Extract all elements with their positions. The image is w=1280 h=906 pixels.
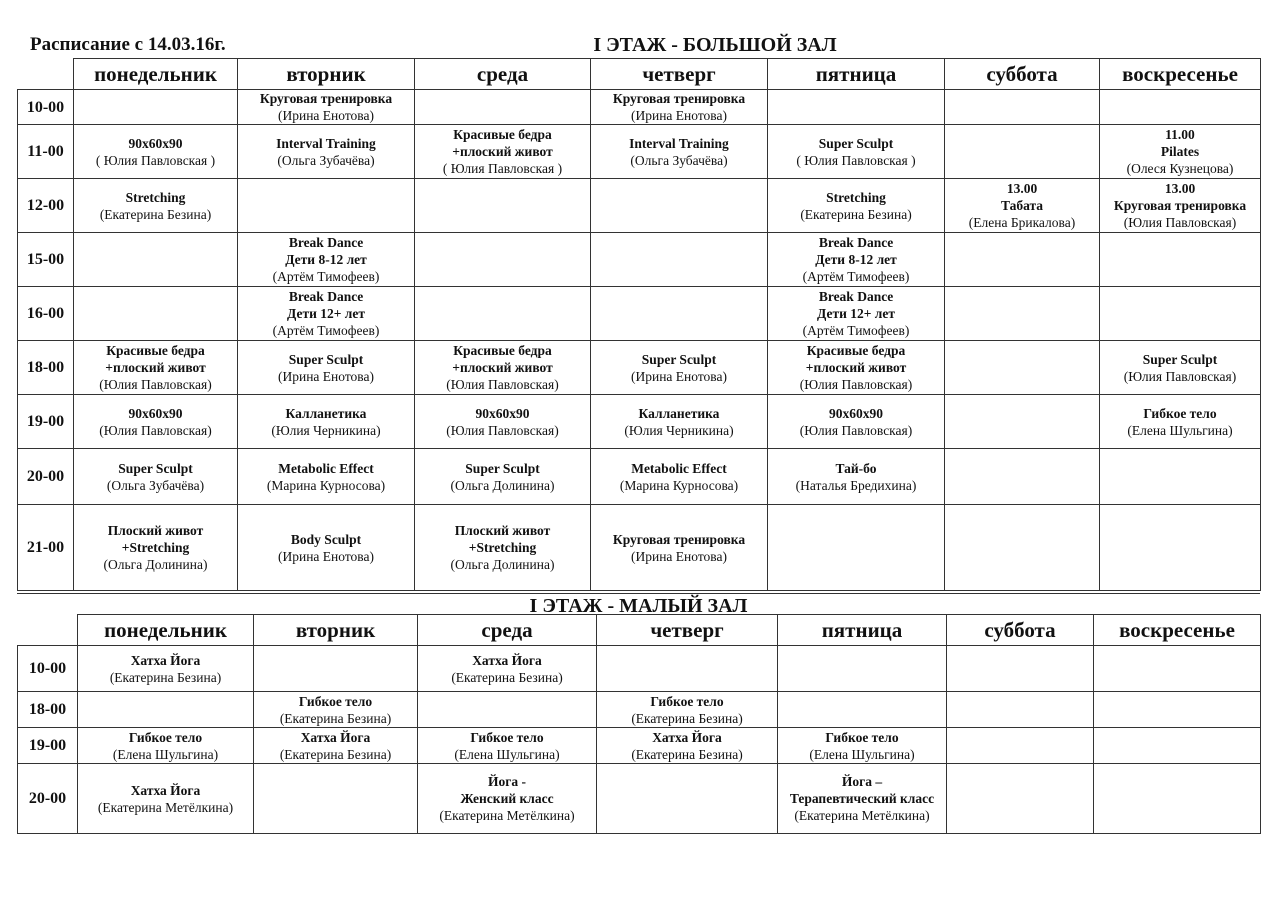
big-hall-table bbox=[17, 58, 1261, 591]
schedule-row bbox=[18, 764, 1261, 834]
class-cell bbox=[254, 728, 418, 764]
class-subtitle: Дети 8-12 лет bbox=[285, 252, 367, 267]
class-cell bbox=[597, 692, 778, 728]
day-header: среда bbox=[418, 615, 597, 646]
class-trainer: (Юлия Павловская) bbox=[1123, 368, 1237, 384]
class-cell bbox=[768, 287, 945, 341]
day-header: четверг bbox=[591, 59, 768, 90]
class-trainer: (Елена Брикалова) bbox=[968, 215, 1076, 230]
class-trainer: (Наталья Бредихина) bbox=[795, 477, 917, 493]
big-hall-day-header bbox=[18, 59, 1261, 90]
class-cell bbox=[78, 646, 254, 692]
class-title: Калланетика bbox=[285, 405, 367, 421]
class-title: 13.00 bbox=[1164, 181, 1196, 196]
class-title: Круговая тренировка bbox=[612, 531, 746, 547]
class-cell bbox=[945, 233, 1100, 287]
class-title: Хатха Йога bbox=[300, 729, 371, 745]
class-cell bbox=[1100, 395, 1261, 449]
class-cell bbox=[74, 125, 238, 179]
class-title: Interval Training bbox=[276, 135, 376, 151]
class-cell bbox=[945, 341, 1100, 395]
class-trainer: (Ольга Долинина) bbox=[450, 477, 555, 493]
class-cell bbox=[78, 692, 254, 728]
class-cell bbox=[778, 764, 947, 834]
class-trainer: (Юлия Павловская) bbox=[99, 422, 212, 438]
class-cell bbox=[238, 449, 415, 505]
class-title: Stretching bbox=[125, 189, 186, 205]
class-trainer: ( Юлия Павловская ) bbox=[442, 161, 563, 176]
class-subtitle: +плоский живот bbox=[452, 144, 553, 159]
class-trainer: (Екатерина Безина) bbox=[631, 710, 743, 726]
time-cell: 18-00 bbox=[18, 692, 78, 728]
class-title: Хатха Йога bbox=[130, 652, 201, 668]
class-cell bbox=[415, 449, 591, 505]
class-trainer: (Ольга Зубачёва) bbox=[277, 152, 375, 168]
class-title: Super Sculpt bbox=[818, 135, 894, 151]
day-header: вторник bbox=[238, 59, 415, 90]
class-cell bbox=[1094, 728, 1261, 764]
schedule-row bbox=[18, 692, 1261, 728]
class-trainer: (Марина Курносова) bbox=[266, 477, 386, 493]
time-cell: 19-00 bbox=[18, 395, 74, 449]
class-cell bbox=[1100, 287, 1261, 341]
class-cell bbox=[238, 179, 415, 233]
class-cell bbox=[74, 505, 238, 591]
class-subtitle: Дети 12+ лет bbox=[287, 306, 365, 321]
class-cell bbox=[415, 395, 591, 449]
class-trainer: (Юлия Павловская) bbox=[1123, 215, 1237, 230]
class-cell bbox=[78, 764, 254, 834]
class-trainer: (Елена Шульгина) bbox=[454, 746, 560, 762]
time-cell: 10-00 bbox=[18, 90, 74, 125]
day-header: суббота bbox=[945, 59, 1100, 90]
class-cell bbox=[945, 179, 1100, 233]
class-title: 13.00 bbox=[1006, 181, 1038, 196]
class-title: 90х60х90 bbox=[829, 405, 883, 421]
class-trainer: (Юлия Павловская) bbox=[99, 377, 212, 392]
day-header: среда bbox=[415, 59, 591, 90]
class-cell bbox=[254, 646, 418, 692]
class-cell bbox=[418, 728, 597, 764]
class-trainer: (Екатерина Безина) bbox=[800, 206, 912, 222]
class-cell bbox=[1100, 449, 1261, 505]
class-title: 90х60х90 bbox=[475, 405, 530, 421]
day-header: понедельник bbox=[74, 59, 238, 90]
class-title: Interval Training bbox=[629, 135, 729, 151]
class-cell bbox=[238, 505, 415, 591]
class-title: Metabolic Effect bbox=[278, 460, 374, 476]
class-trainer: (Ирина Енотова) bbox=[277, 108, 374, 123]
time-cell: 10-00 bbox=[18, 646, 78, 692]
class-cell bbox=[415, 233, 591, 287]
class-cell bbox=[238, 287, 415, 341]
time-column-header bbox=[18, 59, 74, 90]
class-title: Красивые бедра bbox=[806, 343, 906, 358]
class-title: Плоский живот bbox=[454, 523, 551, 538]
day-header: пятница bbox=[768, 59, 945, 90]
class-title: Stretching bbox=[826, 189, 886, 205]
day-header: пятница bbox=[778, 615, 947, 646]
day-header: суббота bbox=[947, 615, 1094, 646]
class-title: Красивые бедра bbox=[106, 343, 205, 358]
class-title: Йога – bbox=[841, 774, 883, 789]
class-cell bbox=[238, 90, 415, 125]
class-title: Калланетика bbox=[638, 405, 720, 421]
class-cell bbox=[591, 125, 768, 179]
class-cell bbox=[768, 125, 945, 179]
class-title: Плоский живот bbox=[107, 523, 204, 538]
time-column-header bbox=[18, 615, 78, 646]
class-cell bbox=[74, 287, 238, 341]
class-cell bbox=[591, 90, 768, 125]
class-cell bbox=[591, 505, 768, 591]
class-trainer: (Юлия Павловская) bbox=[799, 422, 913, 438]
time-cell: 16-00 bbox=[18, 287, 74, 341]
class-cell bbox=[768, 90, 945, 125]
class-trainer: (Артём Тимофеев) bbox=[802, 269, 910, 284]
class-subtitle: Терапевтический класс bbox=[789, 791, 935, 806]
class-cell bbox=[415, 179, 591, 233]
class-trainer: (Елена Шульгина) bbox=[112, 746, 219, 762]
class-title: Break Dance bbox=[288, 235, 364, 250]
small-hall-title: I ЭТАЖ - МАЛЫЙ ЗАЛ bbox=[17, 593, 1260, 618]
class-trainer: (Екатерина Безина) bbox=[451, 669, 563, 685]
class-cell bbox=[768, 505, 945, 591]
time-cell: 21-00 bbox=[18, 505, 74, 591]
class-title: Круговая тренировка bbox=[612, 91, 746, 106]
class-trainer: (Екатерина Метёлкина) bbox=[794, 808, 930, 823]
class-cell bbox=[591, 449, 768, 505]
class-title: Super Sculpt bbox=[465, 460, 540, 476]
class-cell bbox=[238, 233, 415, 287]
class-title: Хатха Йога bbox=[472, 652, 542, 668]
class-trainer: (Елена Шульгина) bbox=[1127, 422, 1233, 438]
class-cell bbox=[418, 692, 597, 728]
class-cell bbox=[254, 692, 418, 728]
schedule-date: Расписание с 14.03.16г. bbox=[30, 34, 226, 55]
class-title: Break Dance bbox=[818, 235, 894, 250]
class-cell bbox=[1100, 179, 1261, 233]
class-title: 90х60х90 bbox=[128, 135, 183, 151]
day-header: воскресенье bbox=[1094, 615, 1261, 646]
class-cell bbox=[945, 125, 1100, 179]
class-cell bbox=[238, 341, 415, 395]
class-title: Metabolic Effect bbox=[631, 460, 727, 476]
class-title: Body Sculpt bbox=[290, 531, 362, 547]
class-title: Гибкое тело bbox=[825, 729, 899, 745]
class-trainer: (Артём Тимофеев) bbox=[802, 323, 910, 338]
small-hall-day-header bbox=[18, 615, 1261, 646]
class-title: Super Sculpt bbox=[641, 351, 717, 367]
class-title: Йога - bbox=[487, 774, 526, 789]
class-cell bbox=[591, 233, 768, 287]
class-trainer: (Олеся Кузнецова) bbox=[1126, 161, 1234, 176]
class-trainer: (Екатерина Безина) bbox=[631, 746, 743, 762]
class-cell bbox=[1100, 233, 1261, 287]
time-cell: 11-00 bbox=[18, 125, 74, 179]
class-cell bbox=[415, 505, 591, 591]
class-cell bbox=[1100, 125, 1261, 179]
class-title: Красивые бедра bbox=[453, 343, 552, 358]
class-title: Гибкое тело bbox=[1143, 405, 1217, 421]
class-cell bbox=[415, 125, 591, 179]
class-cell bbox=[1100, 90, 1261, 125]
class-cell bbox=[768, 395, 945, 449]
schedule-row bbox=[18, 179, 1261, 233]
schedule-row bbox=[18, 395, 1261, 449]
time-cell: 15-00 bbox=[18, 233, 74, 287]
class-cell bbox=[1100, 341, 1261, 395]
class-subtitle: +Stretching bbox=[121, 540, 190, 555]
time-cell: 18-00 bbox=[18, 341, 74, 395]
class-trainer: (Елена Шульгина) bbox=[809, 746, 915, 762]
class-cell bbox=[74, 395, 238, 449]
class-subtitle: Табата bbox=[1000, 198, 1044, 213]
class-trainer: (Юлия Павловская) bbox=[446, 422, 559, 438]
class-trainer: (Юлия Черникина) bbox=[624, 422, 734, 438]
time-cell: 20-00 bbox=[18, 449, 74, 505]
class-trainer: (Екатерина Безина) bbox=[99, 206, 212, 222]
class-trainer: (Ольга Долинина) bbox=[103, 557, 208, 572]
class-cell bbox=[418, 764, 597, 834]
class-trainer: (Артём Тимофеев) bbox=[272, 323, 380, 338]
class-trainer: (Ирина Енотова) bbox=[630, 368, 727, 384]
schedule-row bbox=[18, 233, 1261, 287]
class-title: Гибкое тело bbox=[470, 729, 544, 745]
class-title: 90х60х90 bbox=[128, 405, 183, 421]
schedule-row bbox=[18, 341, 1261, 395]
time-cell: 12-00 bbox=[18, 179, 74, 233]
class-title: Хатха Йога bbox=[130, 782, 201, 798]
class-cell bbox=[768, 341, 945, 395]
class-subtitle: Дети 8-12 лет bbox=[815, 252, 897, 267]
class-cell bbox=[591, 395, 768, 449]
class-cell bbox=[947, 728, 1094, 764]
class-cell bbox=[597, 764, 778, 834]
class-cell bbox=[74, 449, 238, 505]
class-title: Break Dance bbox=[288, 289, 364, 304]
day-header: понедельник bbox=[78, 615, 254, 646]
class-cell bbox=[238, 395, 415, 449]
class-title: 11.00 bbox=[1165, 127, 1195, 142]
class-trainer: (Ирина Енотова) bbox=[277, 548, 374, 564]
class-cell bbox=[768, 449, 945, 505]
class-cell bbox=[238, 125, 415, 179]
class-cell bbox=[945, 449, 1100, 505]
class-title: Super Sculpt bbox=[1142, 351, 1218, 367]
class-cell bbox=[945, 90, 1100, 125]
class-cell bbox=[1094, 764, 1261, 834]
class-cell bbox=[1094, 692, 1261, 728]
class-title: Красивые бедра bbox=[453, 127, 552, 142]
schedule-row bbox=[18, 449, 1261, 505]
class-cell bbox=[74, 341, 238, 395]
class-cell bbox=[947, 692, 1094, 728]
class-trainer: (Юлия Павловская) bbox=[446, 377, 559, 392]
schedule-row bbox=[18, 287, 1261, 341]
class-cell bbox=[591, 287, 768, 341]
class-cell bbox=[1094, 646, 1261, 692]
class-cell bbox=[74, 179, 238, 233]
class-cell bbox=[78, 728, 254, 764]
big-hall-title: I ЭТАЖ - БОЛЬШОЙ ЗАЛ bbox=[593, 34, 837, 56]
class-subtitle: +плоский живот bbox=[805, 360, 907, 375]
class-title: Хатха Йога bbox=[652, 729, 722, 745]
class-title: Тай-бо bbox=[835, 460, 877, 476]
class-trainer: (Юлия Павловская) bbox=[799, 377, 913, 392]
class-cell bbox=[597, 728, 778, 764]
class-trainer: (Артём Тимофеев) bbox=[272, 269, 380, 284]
class-title: Super Sculpt bbox=[118, 460, 193, 476]
class-trainer: (Ольга Долинина) bbox=[450, 557, 555, 572]
class-subtitle: +плоский живот bbox=[105, 360, 206, 375]
class-trainer: (Екатерина Безина) bbox=[109, 669, 222, 685]
class-cell bbox=[74, 233, 238, 287]
class-title: Гибкое тело bbox=[298, 693, 373, 709]
class-trainer: ( Юлия Павловская ) bbox=[95, 152, 216, 168]
class-cell bbox=[768, 233, 945, 287]
class-cell bbox=[418, 646, 597, 692]
class-trainer: (Юлия Черникина) bbox=[271, 422, 381, 438]
class-title: Super Sculpt bbox=[288, 351, 364, 367]
class-cell bbox=[591, 341, 768, 395]
class-trainer: (Екатерина Метёлкина) bbox=[439, 808, 575, 823]
class-trainer: (Екатерина Безина) bbox=[279, 746, 392, 762]
time-cell: 19-00 bbox=[18, 728, 78, 764]
class-cell bbox=[945, 505, 1100, 591]
class-subtitle: +плоский живот bbox=[452, 360, 553, 375]
class-title: Гибкое тело bbox=[128, 729, 203, 745]
class-cell bbox=[591, 179, 768, 233]
schedule-header bbox=[30, 34, 1260, 58]
schedule-row bbox=[18, 646, 1261, 692]
class-subtitle: Круговая тренировка bbox=[1113, 198, 1247, 213]
class-subtitle: Дети 12+ лет bbox=[817, 306, 895, 321]
time-cell: 20-00 bbox=[18, 764, 78, 834]
class-cell bbox=[415, 287, 591, 341]
class-trainer: (Марина Курносова) bbox=[619, 477, 739, 493]
small-hall-table bbox=[17, 614, 1261, 834]
class-trainer: (Ирина Енотова) bbox=[277, 368, 374, 384]
class-cell bbox=[415, 90, 591, 125]
schedule-row bbox=[18, 728, 1261, 764]
day-header: воскресенье bbox=[1100, 59, 1261, 90]
class-trainer: (Екатерина Безина) bbox=[279, 710, 392, 726]
schedule-row bbox=[18, 125, 1261, 179]
schedule-row bbox=[18, 90, 1261, 125]
class-cell bbox=[945, 287, 1100, 341]
schedule-row bbox=[18, 505, 1261, 591]
class-subtitle: +Stretching bbox=[468, 540, 537, 555]
class-trainer: (Ольга Зубачёва) bbox=[106, 477, 205, 493]
class-cell bbox=[768, 179, 945, 233]
class-cell bbox=[945, 395, 1100, 449]
class-cell bbox=[74, 90, 238, 125]
class-cell bbox=[947, 646, 1094, 692]
day-header: вторник bbox=[254, 615, 418, 646]
class-title: Break Dance bbox=[818, 289, 894, 304]
class-title: Круговая тренировка bbox=[259, 91, 393, 106]
class-trainer: (Ирина Енотова) bbox=[630, 108, 727, 123]
class-cell bbox=[415, 341, 591, 395]
class-cell bbox=[778, 646, 947, 692]
class-cell bbox=[1100, 505, 1261, 591]
class-trainer: (Ирина Енотова) bbox=[630, 548, 727, 564]
day-header: четверг bbox=[597, 615, 778, 646]
class-title: Гибкое тело bbox=[650, 693, 724, 709]
class-trainer: (Екатерина Метёлкина) bbox=[97, 799, 234, 815]
class-cell bbox=[947, 764, 1094, 834]
class-trainer: (Ольга Зубачёва) bbox=[630, 152, 728, 168]
class-cell bbox=[778, 692, 947, 728]
class-subtitle: Pilates bbox=[1160, 144, 1200, 159]
class-cell bbox=[254, 764, 418, 834]
class-cell bbox=[778, 728, 947, 764]
class-subtitle: Женский класс bbox=[460, 791, 554, 806]
class-trainer: ( Юлия Павловская ) bbox=[796, 152, 916, 168]
class-cell bbox=[597, 646, 778, 692]
